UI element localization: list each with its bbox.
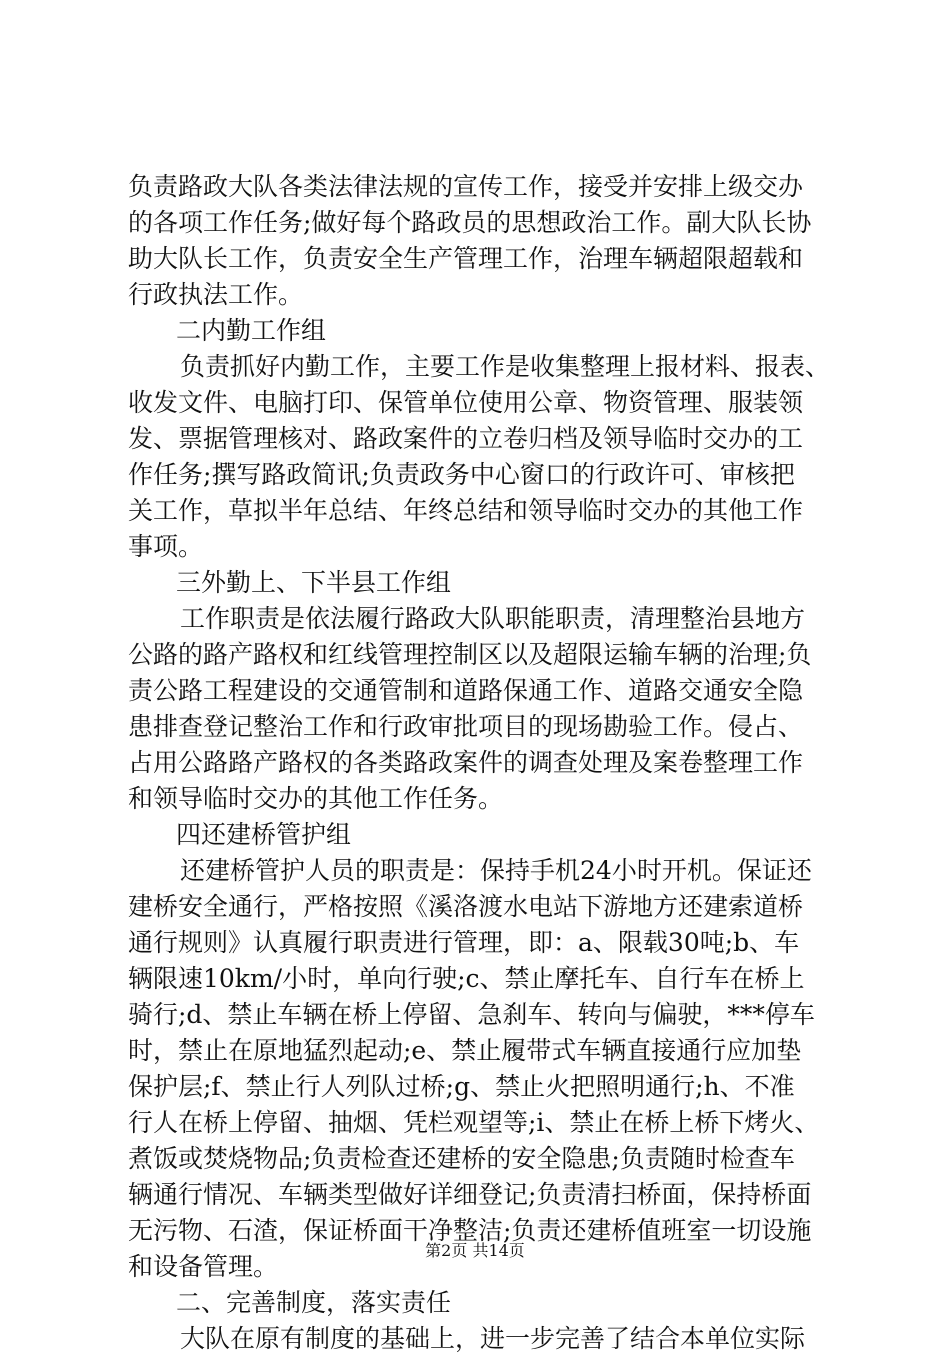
- text-line: 占用公路路产路权的各类路政案件的调查处理及案卷整理工作: [128, 748, 804, 777]
- text-line: 患排查登记整治工作和行政审批项目的现场勘验工作。侵占、: [128, 712, 804, 741]
- section-heading: 四还建桥管护组: [176, 820, 352, 849]
- section-heading: 二内勤工作组: [176, 316, 327, 345]
- text-line: 行政执法工作。: [128, 280, 304, 309]
- text-line: 收发文件、电脑打印、保管单位使用公章、物资管理、服装领: [128, 388, 804, 417]
- text-line: 大队在原有制度的基础上，进一步完善了结合本单位实际: [180, 1324, 806, 1353]
- text-line: 时，禁止在原地猛烈起动;e、禁止履带式车辆直接通行应加垫: [128, 1036, 802, 1065]
- section-heading: 二、完善制度，落实责任: [176, 1288, 452, 1317]
- text-line: 工作职责是依法履行路政大队职能职责，清理整治县地方: [180, 604, 806, 633]
- text-line: 负责抓好内勤工作，主要工作是收集整理上报材料、报表、: [180, 352, 831, 381]
- text-line: 公路的路产路权和红线管理控制区以及超限运输车辆的治理;负: [128, 640, 812, 669]
- text-line: 和领导临时交办的其他工作任务。: [128, 784, 504, 813]
- text-line: 行人在桥上停留、抽烟、凭栏观望等;i、禁止在桥上桥下烤火、: [128, 1108, 820, 1137]
- text-line: 保护层;f、禁止行人列队过桥;g、禁止火把照明通行;h、不准: [128, 1072, 795, 1101]
- text-line: 辆通行情况、车辆类型做好详细登记;负责清扫桥面，保持桥面: [128, 1180, 812, 1209]
- text-line: 和设备管理。: [128, 1252, 279, 1281]
- text-line: 事项。: [128, 532, 204, 561]
- text-line: 责公路工程建设的交通管制和道路保通工作、道路交通安全隐: [128, 676, 804, 705]
- page-number-footer: 第2页 共14页: [425, 1241, 525, 1260]
- text-line: 关工作，草拟半年总结、年终总结和领导临时交办的其他工作: [128, 496, 804, 525]
- text-line: 辆限速10km/小时，单向行驶;c、禁止摩托车、自行车在桥上: [128, 964, 805, 993]
- text-line: 还建桥管护人员的职责是：保持手机24小时开机。保证还: [180, 856, 812, 885]
- text-line: 发、票据管理核对、路政案件的立卷归档及领导临时交办的工: [128, 424, 804, 453]
- text-line: 的各项工作任务;做好每个路政员的思想政治工作。副大队长协: [128, 208, 812, 237]
- section-heading: 三外勤上、下半县工作组: [176, 568, 452, 597]
- text-line: 助大队长工作，负责安全生产管理工作，治理车辆超限超载和: [128, 244, 804, 273]
- text-line: 建桥安全通行，严格按照《溪洛渡水电站下游地方还建索道桥: [128, 892, 804, 921]
- text-line: 骑行;d、禁止车辆在桥上停留、急刹车、转向与偏驶，***停车: [128, 1000, 815, 1029]
- text-line: 通行规则》认真履行职责进行管理，即：a、限载30吨;b、车: [128, 928, 800, 957]
- text-line: 无污物、石渣，保证桥面干净整洁;负责还建桥值班室一切设施: [128, 1216, 812, 1245]
- text-line: 煮饭或焚烧物品;负责检查还建桥的安全隐患;负责随时检查车: [128, 1144, 795, 1173]
- text-line: 作任务;撰写路政简讯;负责政务中心窗口的行政许可、审核把: [128, 460, 795, 489]
- text-line: 负责路政大队各类法律法规的宣传工作，接受并安排上级交办: [128, 172, 804, 201]
